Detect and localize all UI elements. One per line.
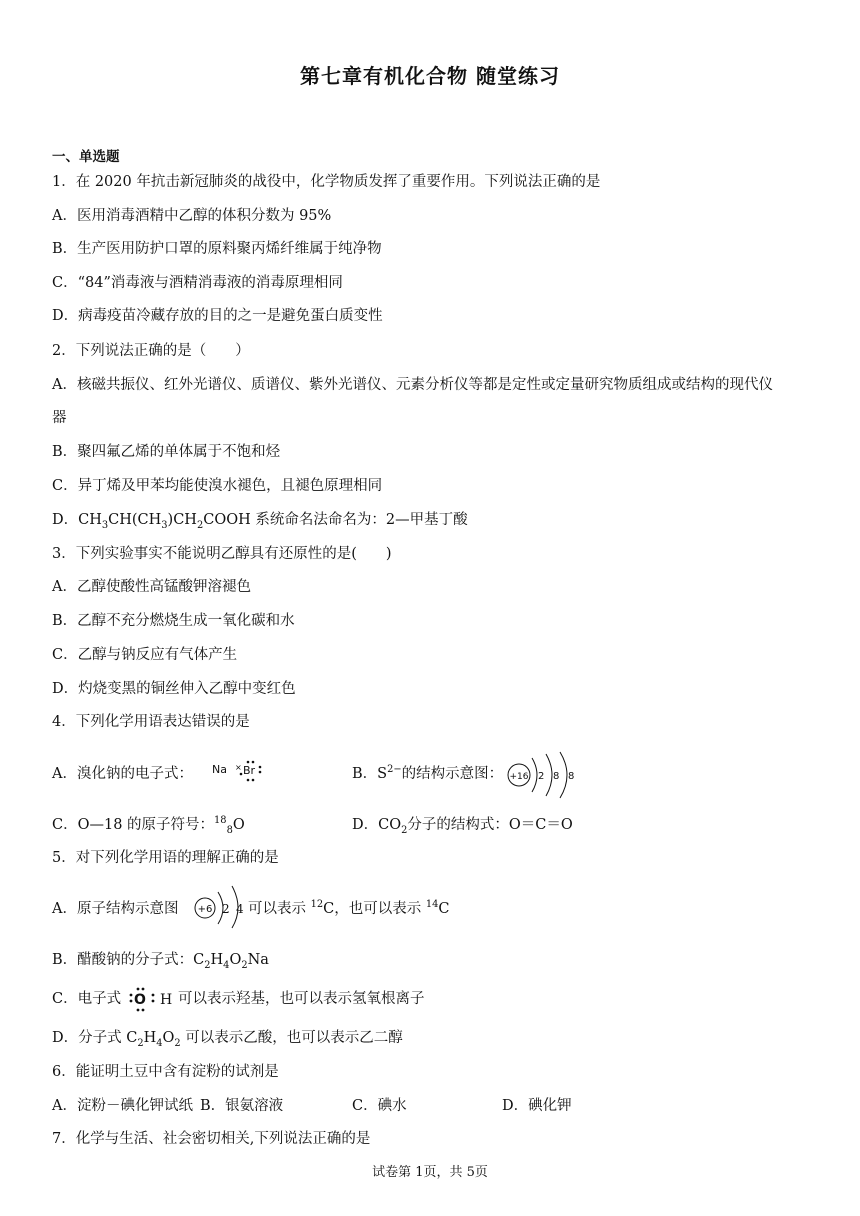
question-5-option-a-text: 可以表示 $^{12}$C，也可以表示 $^{14}$C [248, 899, 450, 917]
question-2-option-a: A．核磁共振仪、红外光谱仪、质谱仪、紫外光谱仪、元素分析仪等都是定性或定量研究物质组成或结构的现代仪 [52, 377, 773, 393]
hydrogen-symbol: H [160, 992, 173, 1008]
question-3-option-c: C．乙醇与钠反应有气体产生 [52, 647, 238, 663]
question-4-option-d: D．$CO_2$分子的结构式：O＝C＝O [352, 817, 573, 836]
shell-2: 8 [553, 771, 560, 782]
question-2-option-d: D．$CH_3CH(CH_3)CH_2COOH$ 系统命名法命名为：2—甲基丁酸 [52, 512, 468, 531]
question-6-stem: 6．能证明土豆中含有淀粉的试剂是 [52, 1064, 279, 1080]
sulfide-structure-diagram [504, 750, 584, 800]
question-1-option-c: C．“84”消毒液与酒精消毒液的消毒原理相同 [52, 275, 343, 291]
question-5-option-b: B．醋酸钠的分子式：$C_2H_4O_2Na$ [52, 952, 269, 971]
question-6-option-c: C．碘水 [352, 1098, 407, 1114]
question-7-stem: 7．化学与生活、社会密切相关,下列说法正确的是 [52, 1131, 371, 1147]
page-title: 第七章有机化合物 随堂练习 [300, 64, 560, 88]
question-1-option-b: B．生产医用防护口罩的原料聚丙烯纤维属于纯净物 [52, 241, 382, 257]
page-footer: 试卷第 1页，共 5页 [372, 1165, 488, 1180]
nucleus-charge: +16 [509, 772, 529, 782]
question-6-option-b: B．银氨溶液 [200, 1098, 284, 1114]
shell-1: 2 [538, 771, 545, 782]
question-1-stem: 1．在 2020 年抗击新冠肺炎的战役中，化学物质发挥了重要作用。下列说法正确的是 [52, 174, 601, 190]
shell-2: 4 [236, 902, 244, 916]
oxygen-symbol: O [134, 992, 146, 1008]
question-5-option-c-text: 可以表示羟基，也可以表示氢氧根离子 [178, 991, 425, 1007]
shell-1: 2 [222, 902, 230, 916]
question-3-stem: 3．下列实验事实不能说明乙醇具有还原性的是( ) [52, 546, 392, 562]
br-symbol: Br [243, 764, 256, 777]
question-6-option-d: D．碘化钾 [502, 1098, 572, 1114]
question-2-stem: 2．下列说法正确的是（ ） [52, 343, 250, 359]
question-4-option-c: C．O—18 的原子符号：$^{18}_8$O [52, 815, 245, 836]
question-3-option-b: B．乙醇不充分燃烧生成一氧化碳和水 [52, 613, 295, 629]
question-5-option-a-label: A．原子结构示意图 [52, 901, 179, 917]
nucleus-charge: +6 [197, 904, 213, 915]
question-3-option-d: D．灼烧变黑的铜丝伸入乙醇中变红色 [52, 681, 296, 697]
question-2-option-c: C．异丁烯及甲苯均能使溴水褪色，且褪色原理相同 [52, 478, 383, 494]
question-4-option-a: A．溴化钠的电子式： [52, 766, 193, 782]
question-5-option-d: D．分子式 $C_2H_4O_2$ 可以表示乙酸，也可以表示乙二醇 [52, 1030, 403, 1049]
question-5-stem: 5．对下列化学用语的理解正确的是 [52, 850, 279, 866]
shell-3: 8 [568, 771, 575, 782]
question-2-option-a-continued: 器 [52, 410, 67, 426]
question-5-option-c-label: C．电子式 [52, 991, 122, 1007]
carbon-structure-diagram [192, 884, 248, 930]
question-6-option-a: A．淀粉－碘化钾试纸 [52, 1098, 193, 1114]
question-2-option-b: B．聚四氟乙烯的单体属于不饱和烃 [52, 444, 281, 460]
question-3-option-a: A．乙醇使酸性高锰酸钾溶褪色 [52, 579, 251, 595]
question-1-option-d: D．病毒疫苗冷藏存放的目的之一是避免蛋白质变性 [52, 308, 383, 324]
question-4-option-b: B．$S^{2-}$的结构示意图： [352, 764, 504, 782]
na-symbol: Na [212, 763, 227, 776]
question-4-stem: 4．下列化学用语表达错误的是 [52, 714, 250, 730]
question-1-option-a: A．医用消毒酒精中乙醇的体积分数为 95% [52, 208, 332, 224]
section-heading: 一、单选题 [52, 149, 120, 165]
hydroxyl-electron-formula [128, 984, 178, 1014]
cross-electron: × [235, 763, 242, 772]
nabr-electron-formula [210, 758, 270, 786]
